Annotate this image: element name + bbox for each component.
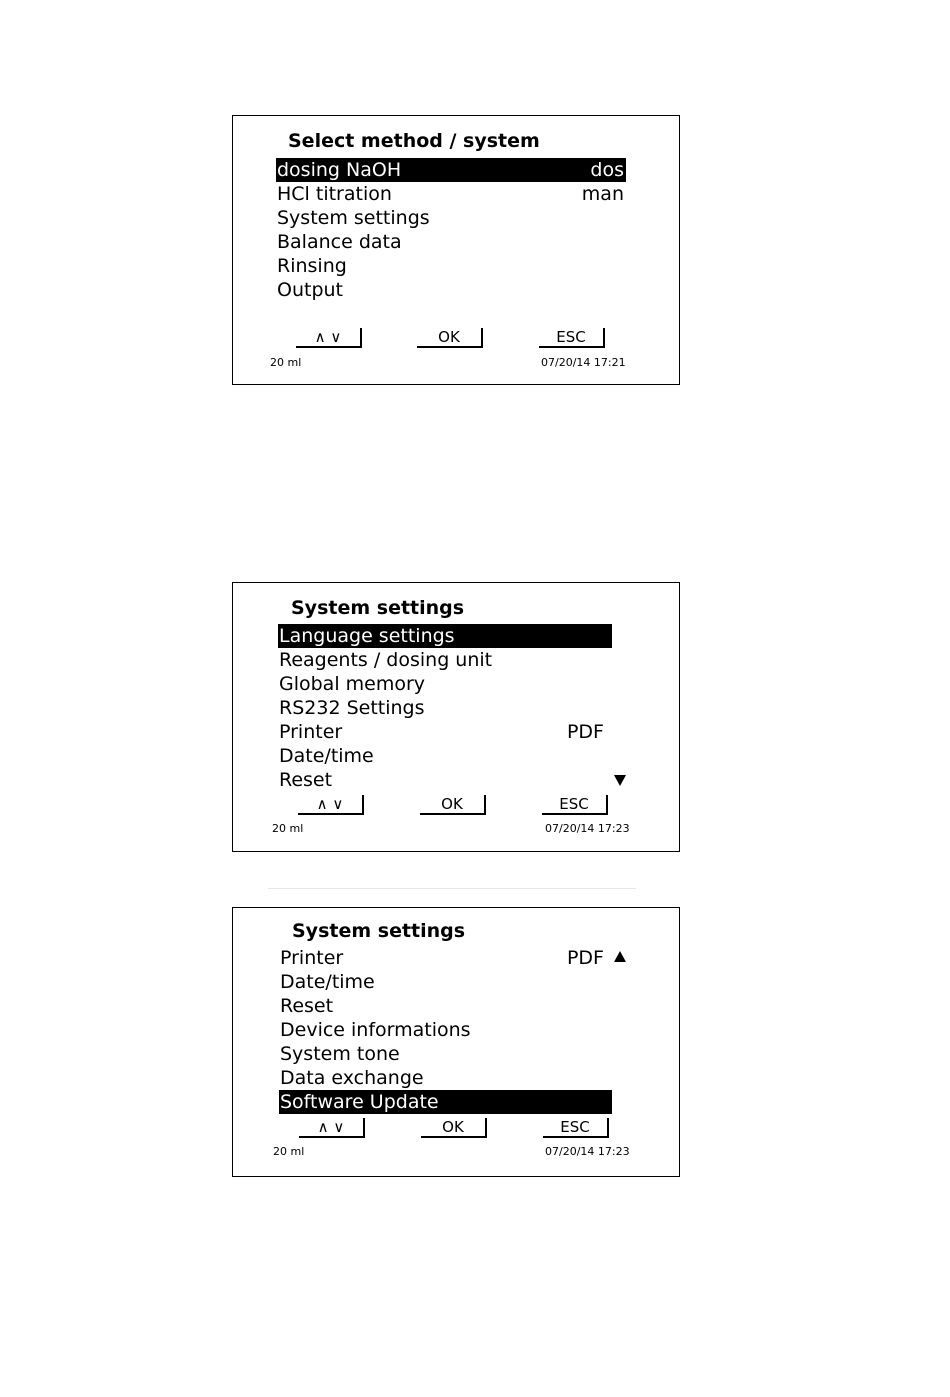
menu-item-value: man — [581, 183, 624, 205]
menu-item-language-settings[interactable] — [278, 624, 612, 648]
menu-item-software-update[interactable] — [279, 1090, 612, 1114]
volume-status: 20 ml — [273, 1145, 305, 1158]
menu-item-label: dosing NaOH — [277, 159, 402, 181]
datetime-status: 07/20/14 17:23 — [545, 822, 630, 835]
menu-item-data-exchange[interactable] — [279, 1066, 612, 1090]
ok-button[interactable]: OK — [420, 795, 486, 815]
menu-item-balance-data[interactable] — [276, 230, 626, 254]
up-down-button[interactable]: ∧ ∨ — [296, 328, 362, 348]
menu-list — [276, 158, 626, 302]
menu-item-printer[interactable] — [279, 946, 612, 970]
menu-item-value: PDF — [566, 947, 604, 969]
datetime-status: 07/20/14 17:21 — [541, 356, 626, 369]
scroll-down-icon — [614, 775, 626, 786]
ok-button[interactable]: OK — [421, 1118, 487, 1138]
menu-item-value: PDF — [566, 721, 604, 743]
menu-item-label: Date/time — [279, 745, 374, 767]
esc-button[interactable]: ESC — [539, 328, 605, 348]
esc-button[interactable]: ESC — [542, 795, 608, 815]
menu-item-printer[interactable] — [278, 720, 612, 744]
select-method-screen — [232, 115, 680, 385]
volume-status: 20 ml — [270, 356, 302, 369]
menu-item-system-settings[interactable] — [276, 206, 626, 230]
menu-item-label: Balance data — [277, 231, 402, 253]
menu-item-device-informations[interactable] — [279, 1018, 612, 1042]
menu-item-rinsing[interactable] — [276, 254, 626, 278]
menu-item-reset[interactable] — [278, 768, 612, 792]
menu-item-label: Data exchange — [280, 1067, 424, 1089]
menu-item-system-tone[interactable] — [279, 1042, 612, 1066]
menu-item-reset[interactable] — [279, 994, 612, 1018]
up-down-button[interactable]: ∧ ∨ — [299, 1118, 365, 1138]
menu-item-date-time[interactable] — [278, 744, 612, 768]
ok-button[interactable]: OK — [417, 328, 483, 348]
menu-item-reagents-dosing-unit[interactable] — [278, 648, 612, 672]
menu-item-label: Global memory — [279, 673, 426, 695]
menu-item-hcl-titration[interactable] — [276, 182, 626, 206]
menu-item-global-memory[interactable] — [278, 672, 612, 696]
menu-item-label: Reset — [279, 769, 333, 791]
menu-item-label: Reagents / dosing unit — [279, 649, 493, 671]
menu-item-label: Rinsing — [277, 255, 347, 277]
menu-item-label: Reset — [280, 995, 334, 1017]
menu-item-label: Device informations — [280, 1019, 471, 1041]
menu-item-rs232-settings[interactable] — [278, 696, 612, 720]
menu-item-label: System settings — [277, 207, 430, 229]
menu-item-label: HCl titration — [277, 183, 392, 205]
menu-item-label: System tone — [280, 1043, 400, 1065]
menu-item-label: Printer — [279, 721, 343, 743]
esc-button[interactable]: ESC — [543, 1118, 609, 1138]
divider — [268, 888, 636, 889]
screen-title: System settings — [292, 920, 466, 942]
screen-title: Select method / system — [288, 130, 540, 152]
datetime-status: 07/20/14 17:23 — [545, 1145, 630, 1158]
menu-item-label: Date/time — [280, 971, 375, 993]
menu-list — [279, 946, 612, 1114]
menu-list — [278, 624, 612, 792]
system-settings-screen-page1 — [232, 582, 680, 852]
menu-item-label: Output — [277, 279, 343, 301]
screen-title: System settings — [291, 597, 465, 619]
menu-item-dosing-naoh[interactable] — [276, 158, 626, 182]
menu-item-label: Language settings — [279, 625, 455, 647]
menu-item-label: RS232 Settings — [279, 697, 425, 719]
menu-item-date-time[interactable] — [279, 970, 612, 994]
menu-item-label: Printer — [280, 947, 344, 969]
volume-status: 20 ml — [272, 822, 304, 835]
menu-item-output[interactable] — [276, 278, 626, 302]
system-settings-screen-page2 — [232, 907, 680, 1177]
scroll-up-icon — [614, 951, 626, 962]
menu-item-label: Software Update — [280, 1091, 439, 1113]
up-down-button[interactable]: ∧ ∨ — [298, 795, 364, 815]
menu-item-value: dos — [590, 159, 624, 181]
